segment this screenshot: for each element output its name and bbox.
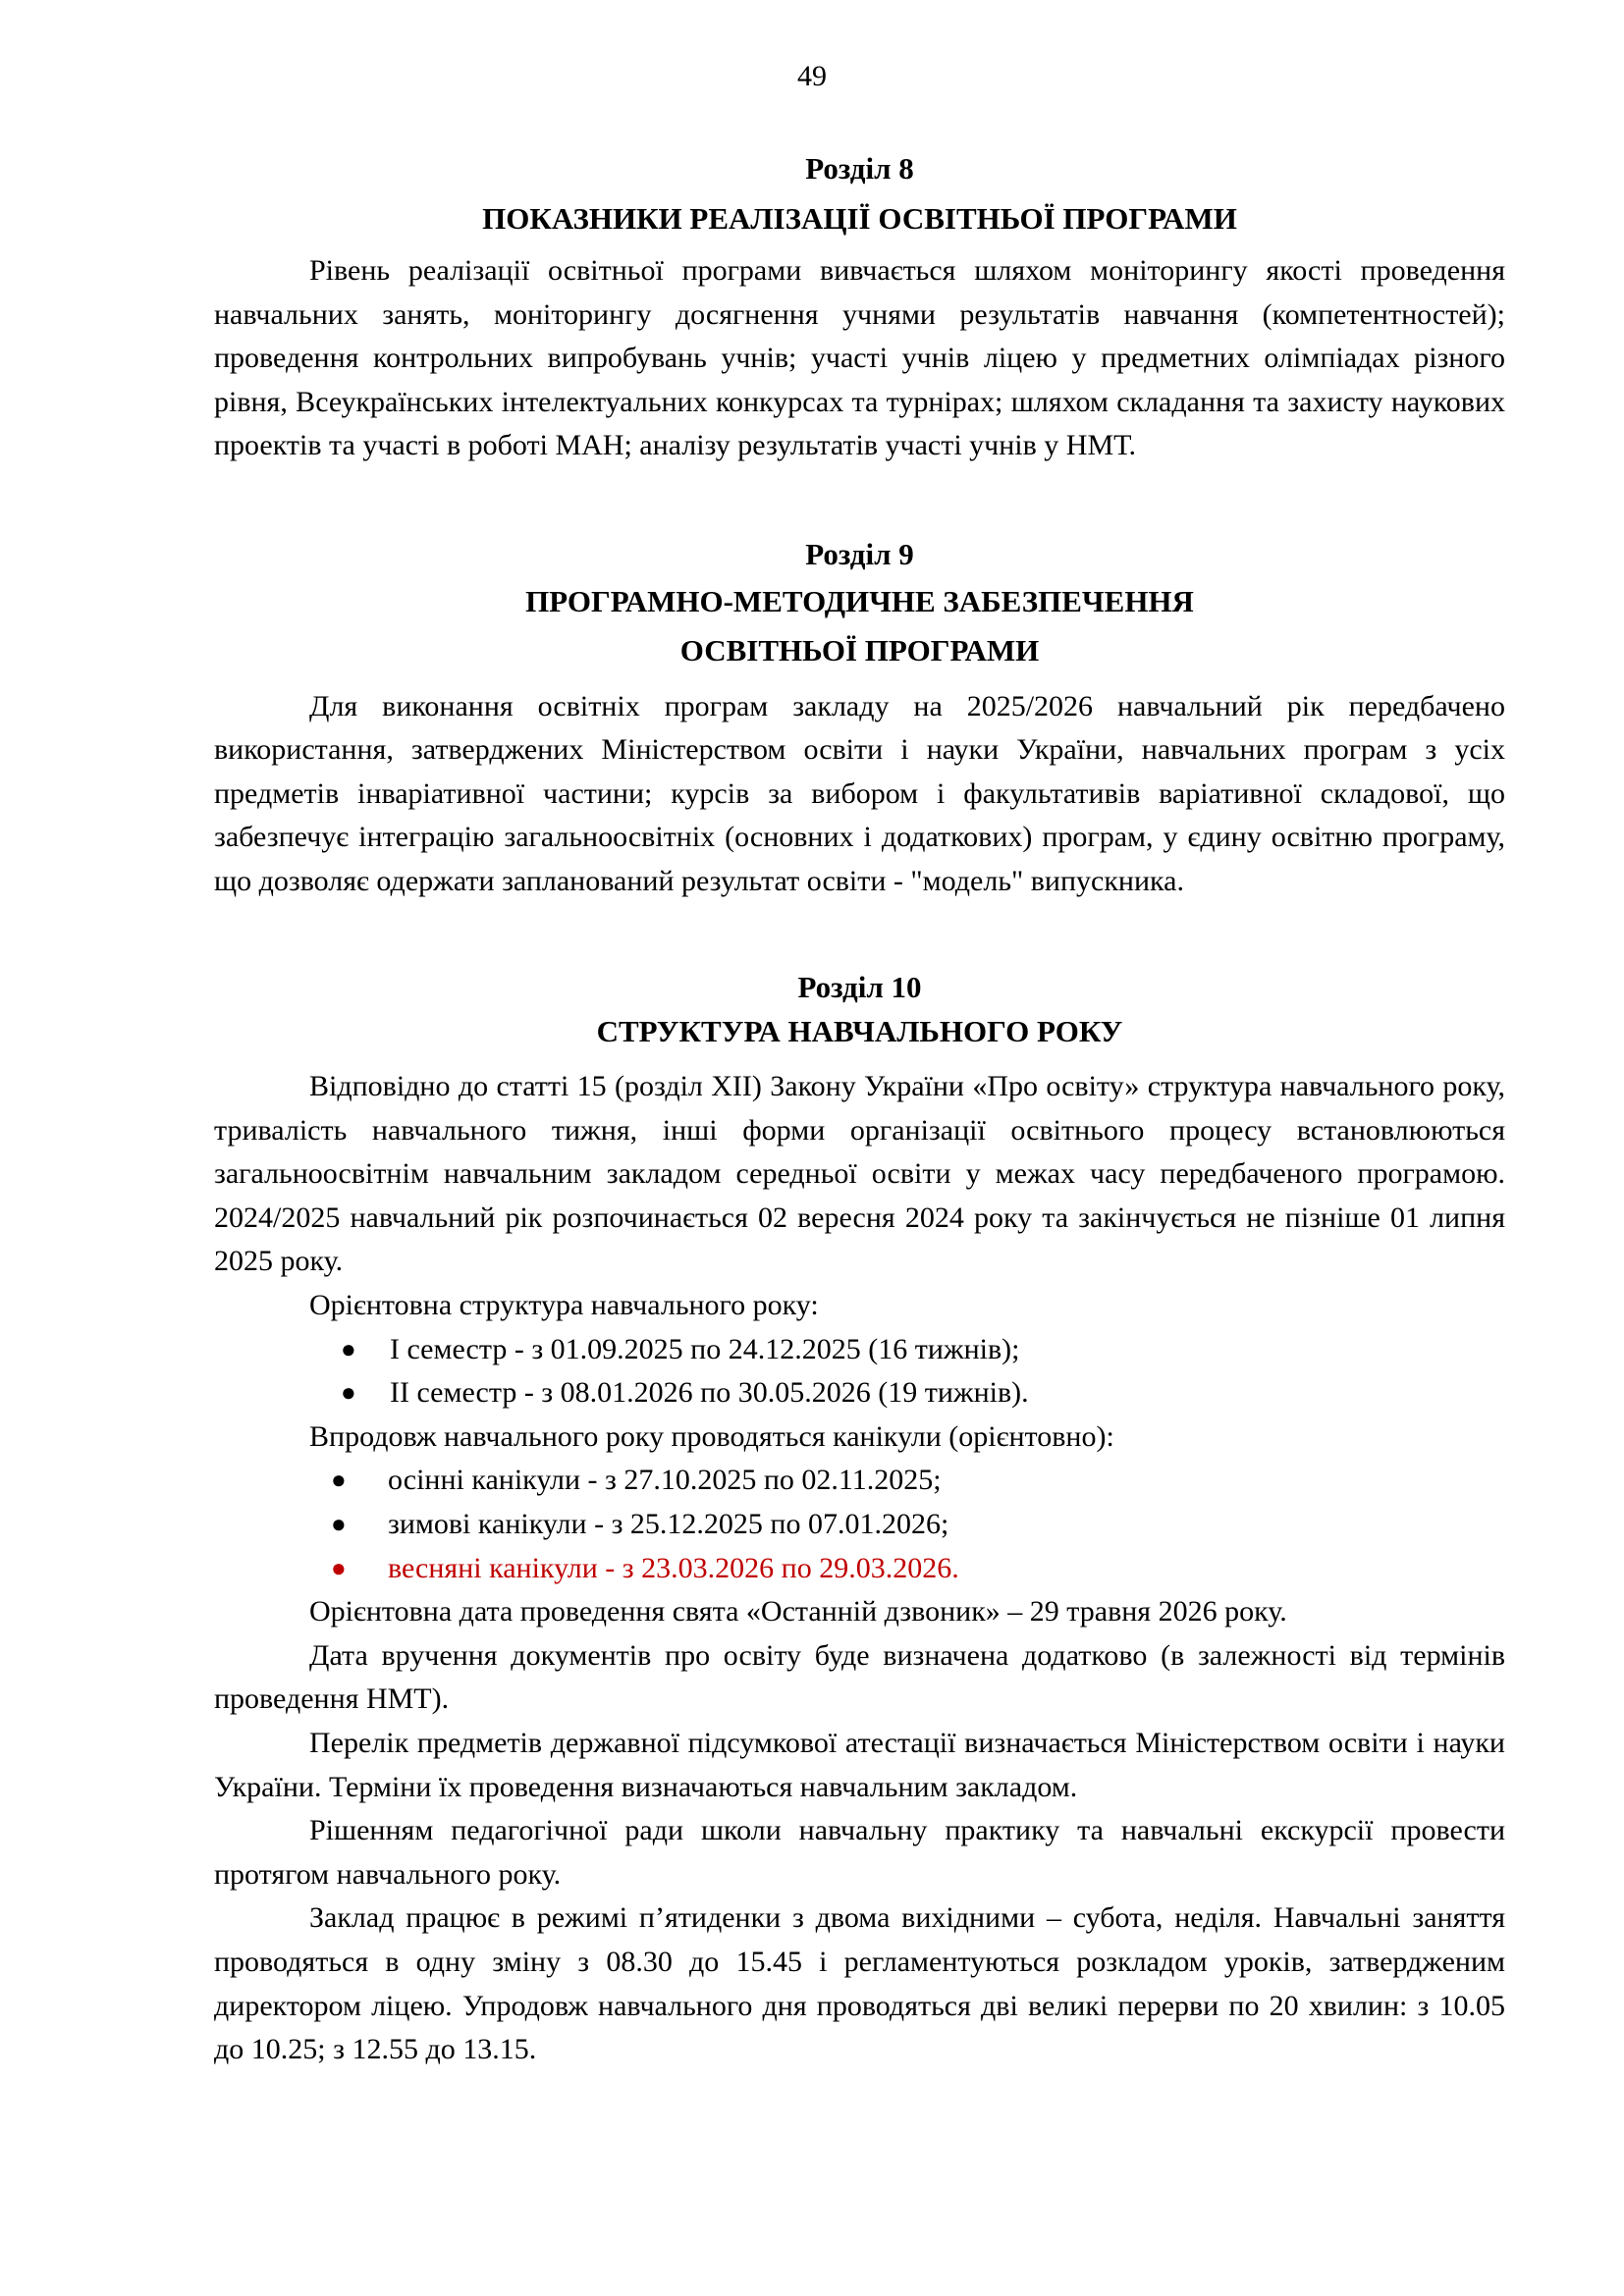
section-9-title-line-1: ПРОГРАМНО-МЕТОДИЧНЕ ЗАБЕЗПЕЧЕННЯ: [525, 583, 1194, 618]
holiday-text: осінні канікули - з 27.10.2025 по 02.11.2025;: [388, 1464, 942, 1497]
holidays-heading: Впродовж навчального року проводяться канікули (орієнтовно):: [309, 1419, 1114, 1453]
section-9: [214, 533, 1505, 904]
bullet-dot-icon: ●: [331, 1553, 347, 1582]
structure-heading: Орієнтовна структура навчального року:: [309, 1289, 819, 1322]
holiday-text: весняні канікули - з 23.03.2026 по 29.03.2026.: [388, 1551, 959, 1584]
bullet-dot-icon: ●: [331, 1510, 347, 1539]
semester-item: [214, 1328, 1505, 1372]
semester-text: I семестр - з 01.09.2025 по 24.12.2025 (16 тижнів);: [390, 1332, 1020, 1365]
section-10-title: СТРУКТУРА НАВЧАЛЬНОГО РОКУ: [596, 1013, 1123, 1048]
section-9-label: Розділ 9: [805, 537, 914, 571]
semester-item: [214, 1371, 1505, 1415]
section-8: [214, 147, 1505, 468]
bullet-dot-icon: ●: [331, 1466, 347, 1495]
section-10: [214, 966, 1505, 2072]
holiday-item: [214, 1459, 1505, 1503]
holidays-list: [214, 1459, 1505, 1590]
holiday-item-highlighted: [214, 1547, 1505, 1591]
section-9-paragraph: Для виконання освітніх програм закладу на 2025/2026 навчальний рік передбачено використання, затверджених Міністерством освіти і науки України, навчальних програм з усіх предметів інваріативної частини; курсів за вибором і факультативів варіативної складової, що забезпечує інтеграцію загальноосвітніх (основних і додаткових) програм, у єдину освітню програму, що дозволяє одержати запланований результат освіти - "модель" випускника.: [214, 689, 1505, 897]
documents-paragraph: Дата вручення документів про освіту буде визначена додатково (в залежності від термінів проведення НМТ).: [214, 1638, 1505, 1716]
section-10-label: Розділ 10: [797, 970, 922, 1004]
section-8-title: ПОКАЗНИКИ РЕАЛІЗАЦІЇ ОСВІТНЬОЇ ПРОГРАМИ: [482, 200, 1237, 236]
section-9-title-line-2: ОСВІТНЬОЇ ПРОГРАМИ: [679, 633, 1040, 668]
holiday-item: [214, 1503, 1505, 1547]
bullet-dot-icon: ●: [341, 1378, 356, 1408]
last-bell-paragraph: Орієнтовна дата проведення свята «Останній дзвоник» – 29 травня 2026 року.: [309, 1595, 1287, 1629]
attestation-paragraph: Перелік предметів державної підсумкової атестації визначається Міністерством освіти і науки України. Терміни їх проведення визначаються навчальним закладом.: [214, 1727, 1505, 1803]
semester-text: II семестр - з 08.01.2026 по 30.05.2026 (19 тижнів).: [390, 1376, 1029, 1410]
practice-paragraph: Рішенням педагогічної ради школи навчальну практику та навчальні екскурсії провести протягом навчального року.: [214, 1814, 1505, 1891]
bullet-dot-icon: ●: [341, 1334, 356, 1363]
section-8-label: Розділ 8: [805, 151, 914, 186]
page-number: 49: [797, 60, 827, 92]
semester-list: [214, 1328, 1505, 1415]
section-8-paragraph: Рівень реалізації освітньої програми вивчається шляхом моніторингу якості проведення навчальних занять, моніторингу досягнення учнями результатів навчання (компетентностей); проведення контрольних випробувань учнів; участі учнів ліцею у предметних олімпіадах різного рівня, Всеукраїнських інтелектуальних конкурсах та турнірах; шляхом складання та захисту наукових проектів та участі в роботі МАН; аналізу результатів участі учнів у НМТ.: [214, 254, 1505, 462]
schedule-paragraph: Заклад працює в режимі п’ятиденки з двома вихідними – субота, неділя. Навчальні заняття проводяться в одну зміну з 08.30 до 15.45 і регламентуються розкладом уроків, затвердженим директором ліцею. Упродовж навчального дня проводяться дві великі перерви по 20 хвилин: з 10.05 до 10.25; з 12.55 до 13.15.: [214, 1901, 1505, 2066]
holiday-text: зимові канікули - з 25.12.2025 по 07.01.2026;: [388, 1508, 949, 1541]
section-10-intro: Відповідно до статті 15 (розділ XII) Закону України «Про освіту» структура навчального року, тривалість навчального тижня, інші форми організації освітнього процесу встановлюються загальноосвітнім навчальним закладом середньої освіти у межах часу передбаченого програмою. 2024/2025 навчальний рік розпочинається 02 вересня 2024 року та закінчується не пізніше 01 липня 2025 року.: [214, 1070, 1505, 1278]
